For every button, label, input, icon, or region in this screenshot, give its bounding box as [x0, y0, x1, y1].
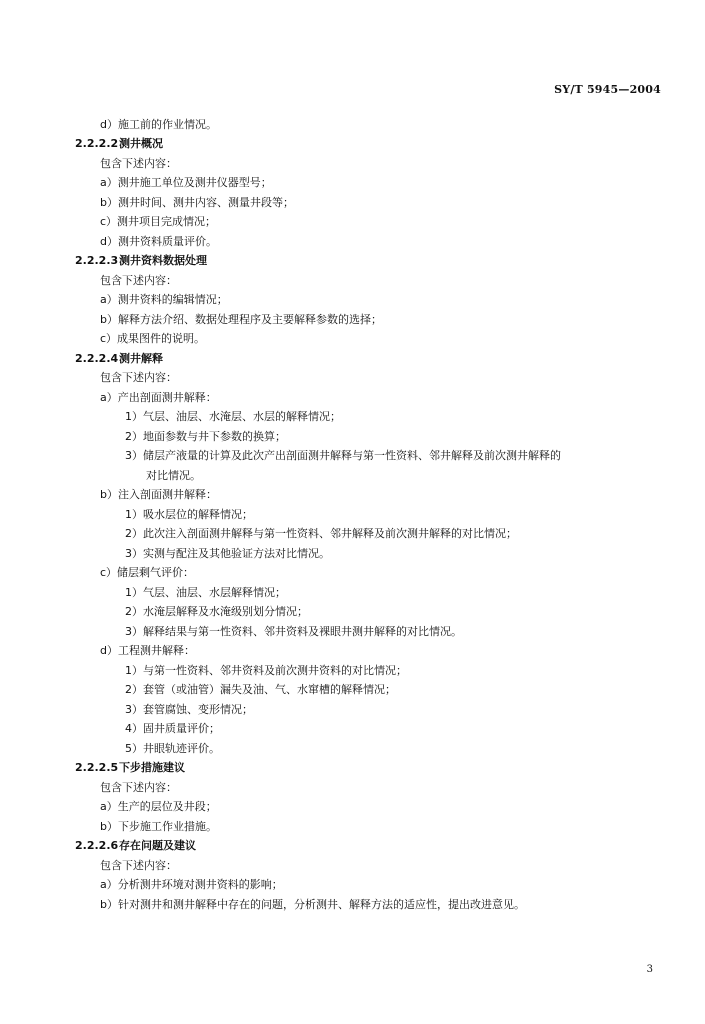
list-item: d）施工前的作业情况。: [100, 118, 217, 131]
list-item: a）测井资料的编辑情况；: [100, 293, 228, 306]
section-heading: [75, 253, 207, 269]
section-number: 2.2.2.5: [75, 761, 119, 774]
list-item: c）储层剩气评价：: [100, 566, 195, 579]
sub-list-item: 2）此次注入剖面测井解释与第一性资料、邻井解释及前次测井解释的对比情况；: [125, 527, 517, 540]
list-item: a）产出剖面测井解释：: [100, 391, 217, 404]
section-number: 2.2.2.2: [75, 137, 119, 150]
intro-text: 包含下述内容：: [100, 781, 177, 794]
section-title: 测井概况: [119, 137, 163, 150]
intro-text: 包含下述内容：: [100, 859, 177, 872]
sub-list-continuation: 对比情况。: [146, 469, 201, 482]
list-item: d）测井资料质量评价。: [100, 235, 217, 248]
list-item: a）测井施工单位及测井仪器型号；: [100, 176, 272, 189]
standard-number: SY/T 5945—2004: [554, 83, 661, 96]
section-heading: [75, 351, 163, 367]
section-heading: [75, 136, 163, 152]
sub-list-item: 4）固井质量评价；: [125, 722, 220, 735]
list-item: b）下步施工作业措施。: [100, 820, 217, 833]
section-heading: [75, 838, 196, 854]
sub-list-item: 5）井眼轨迹评价。: [125, 742, 220, 755]
section-heading: [75, 760, 185, 776]
section-title: 存在问题及建议: [119, 839, 196, 852]
list-item: b）测井时间、测井内容、测量井段等；: [100, 196, 294, 209]
list-item: b）针对测井和测井解释中存在的问题，分析测井、解释方法的适应性，提出改进意见。: [100, 898, 525, 911]
page-number: 3: [646, 964, 653, 975]
sub-list-item: 1）吸水层位的解释情况；: [125, 508, 253, 521]
list-item: a）生产的层位及井段；: [100, 800, 217, 813]
list-item: a）分析测井环境对测井资料的影响；: [100, 878, 283, 891]
sub-list-item: 3）套管腐蚀、变形情况；: [125, 703, 253, 716]
section-title: 测井解释: [119, 352, 163, 365]
sub-list-item: 1）气层、油层、水层解释情况；: [125, 586, 286, 599]
sub-list-item: 2）地面参数与井下参数的换算；: [125, 430, 286, 443]
list-item: c）测井项目完成情况；: [100, 215, 217, 228]
section-number: 2.2.2.3: [75, 254, 119, 267]
section-title: 下步措施建议: [119, 761, 185, 774]
intro-text: 包含下述内容：: [100, 157, 177, 170]
section-number: 2.2.2.4: [75, 352, 119, 365]
sub-list-item: 3）解释结果与第一性资料、邻井资料及裸眼井测井解释的对比情况。: [125, 625, 462, 638]
list-item: d）工程测井解释：: [100, 644, 195, 657]
sub-list-item: 1）与第一性资料、邻井资料及前次测井资料的对比情况；: [125, 664, 407, 677]
sub-list-item: 3）实测与配注及其他验证方法对比情况。: [125, 547, 330, 560]
sub-list-item: 2）套管（或油管）漏失及油、气、水窜槽的解释情况；: [125, 683, 396, 696]
section-number: 2.2.2.6: [75, 839, 119, 852]
intro-text: 包含下述内容：: [100, 274, 177, 287]
sub-list-item: 2）水淹层解释及水淹级别划分情况；: [125, 605, 308, 618]
intro-text: 包含下述内容：: [100, 371, 177, 384]
section-title: 测井资料数据处理: [119, 254, 207, 267]
list-item: b）注入剖面测井解释：: [100, 488, 217, 501]
list-item: b）解释方法介绍、数据处理程序及主要解释参数的选择；: [100, 313, 382, 326]
sub-list-item: 3）储层产液量的计算及此次产出剖面测井解释与第一性资料、邻井解释及前次测井解释的: [125, 449, 561, 462]
list-item: c）成果图件的说明。: [100, 332, 206, 345]
sub-list-item: 1）气层、油层、水淹层、水层的解释情况；: [125, 410, 341, 423]
